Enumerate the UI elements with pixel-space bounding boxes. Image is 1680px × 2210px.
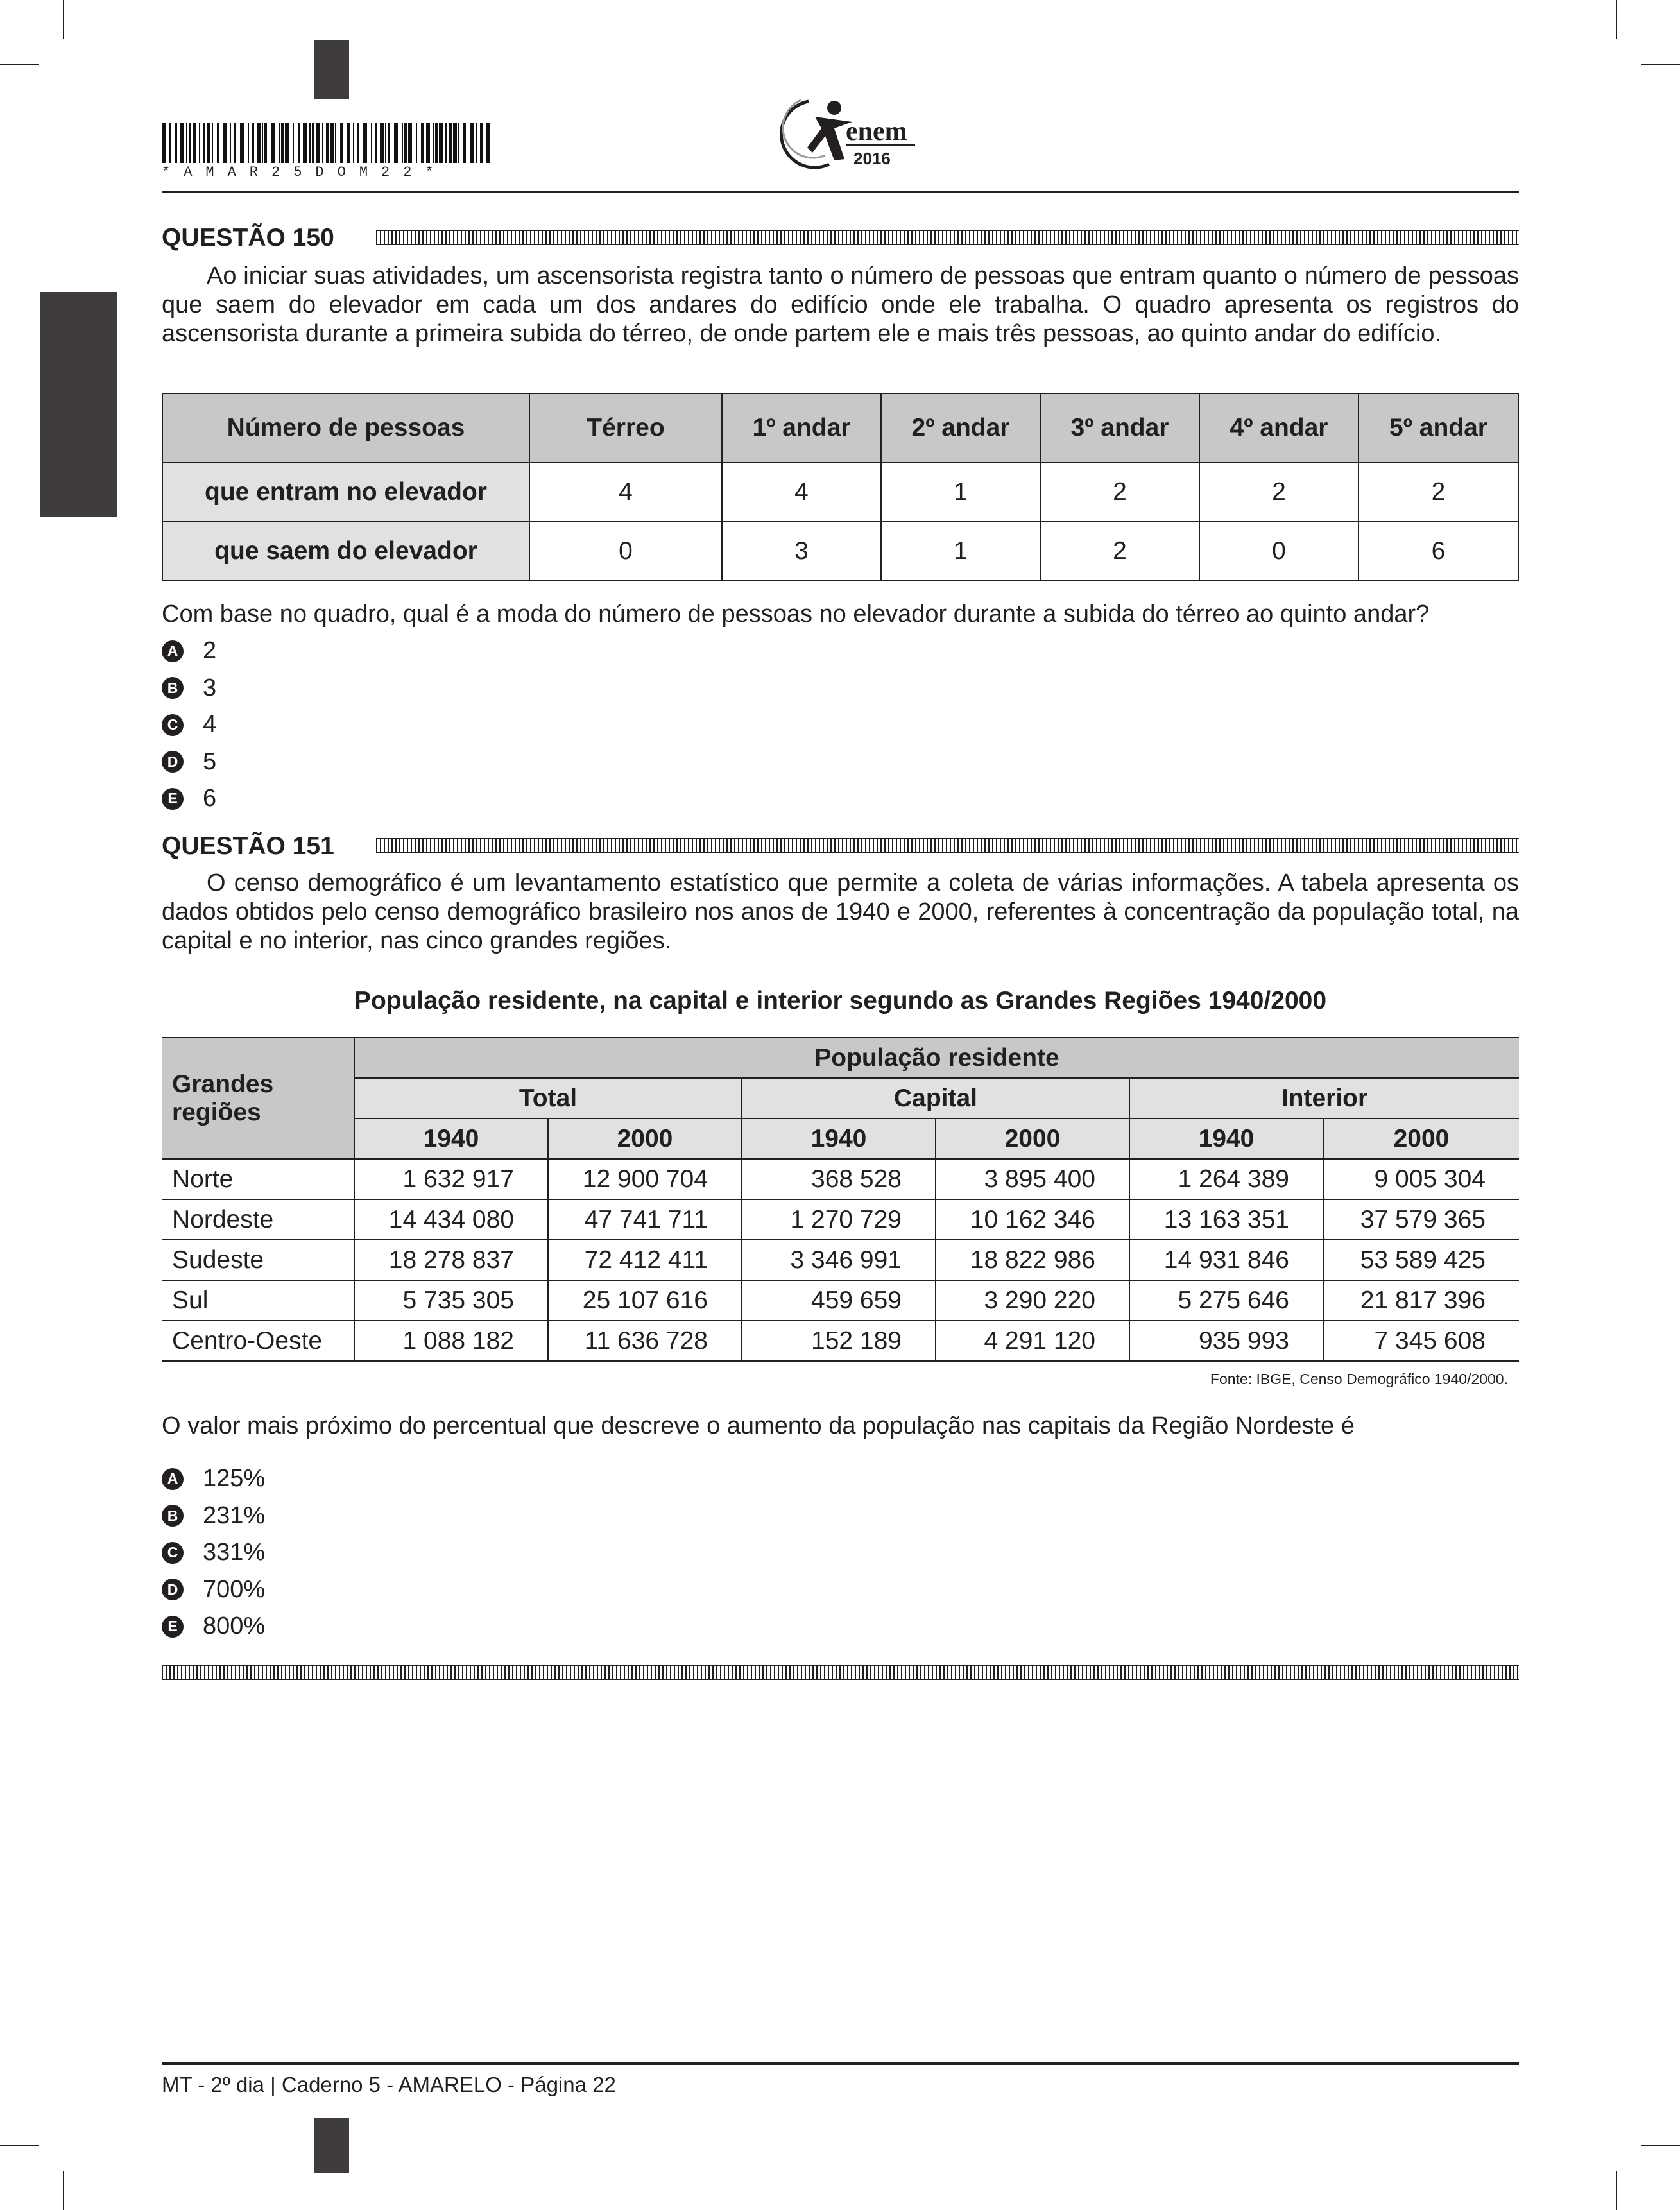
group-header: População residente [354, 1038, 1519, 1078]
barcode-bar [476, 123, 477, 163]
table-cell: 14 434 080 [354, 1199, 548, 1240]
table-cell: 3 [722, 522, 881, 581]
barcode-bar [470, 123, 474, 163]
barcode-bar [388, 123, 390, 163]
barcode-bar [240, 123, 244, 163]
barcode-bar [262, 123, 263, 163]
crop-mark [1641, 2145, 1680, 2146]
elevator-table [162, 393, 1519, 581]
barcode-bar [394, 123, 398, 163]
column-header: Térreo [529, 393, 722, 463]
option-letter-icon: C [162, 714, 184, 736]
question-prompt: O valor mais próximo do percentual que descreve o aumento da população nas capitais da Região Nordeste é [162, 1412, 1355, 1439]
question-statement: Ao iniciar suas atividades, um ascensorista registra tanto o número de pessoas que entram quanto o número de pessoas que saem do elevador em cada um dos andares do edifício onde ele trabalha. O quadro apresenta os registros do ascensorista durante a primeira subida do térreo, de onde partem ele e mais três pessoas, ao quinto andar do edifício. [162, 262, 1519, 347]
option-text: 800% [203, 1613, 266, 1640]
barcode-bar [326, 123, 329, 163]
population-table [162, 1037, 1519, 1362]
year-header: 1940 [1129, 1118, 1323, 1159]
option-a[interactable] [162, 1460, 265, 1498]
option-letter-icon: D [162, 751, 184, 773]
table-header-row [162, 1118, 1519, 1159]
crop-mark [0, 64, 39, 65]
option-b[interactable] [162, 1498, 265, 1535]
crop-mark [63, 0, 64, 39]
option-letter-icon: D [162, 1579, 184, 1600]
subgroup-header: Capital [742, 1078, 1129, 1118]
barcode-bar [402, 123, 403, 163]
table-cell: 10 162 346 [936, 1199, 1129, 1240]
barcode-bar [316, 123, 320, 163]
option-b[interactable] [162, 670, 216, 707]
table-cell: 12 900 704 [548, 1159, 742, 1199]
table-header-row [162, 1078, 1519, 1118]
year-header: 2000 [1323, 1118, 1519, 1159]
barcode-bar [322, 123, 323, 163]
table-cell: 6 [1359, 522, 1518, 581]
table-cell: 4 [722, 463, 881, 522]
barcode-bar [404, 123, 407, 163]
barcode-bar [480, 123, 483, 163]
table-cell: 9 005 304 [1323, 1159, 1519, 1199]
barcode-bar [486, 123, 490, 163]
barcode-bar [309, 123, 311, 163]
barcode-bar [252, 123, 254, 163]
table-cell: 368 528 [742, 1159, 936, 1199]
header-rule [162, 191, 1519, 193]
title-hatch-rule [376, 838, 1519, 853]
table-cell: 47 741 711 [548, 1199, 742, 1240]
table-cell: 1 632 917 [354, 1159, 548, 1199]
table-cell: 3 895 400 [936, 1159, 1129, 1199]
crop-mark [0, 2145, 39, 2146]
option-text: 5 [203, 748, 217, 775]
table-cell: 5 735 305 [354, 1280, 548, 1321]
barcode-bar [298, 123, 300, 163]
region-cell: Sudeste [162, 1240, 354, 1280]
region-cell: Centro-Oeste [162, 1321, 354, 1361]
barcode-bar [371, 123, 372, 163]
table-cell: 1 088 182 [354, 1321, 548, 1361]
table-cell: 1 270 729 [742, 1199, 936, 1240]
barcode [162, 123, 495, 163]
barcode-bar [234, 123, 236, 163]
barcode-text: *AMAR25DOM22* [162, 164, 447, 180]
table-header-row [162, 1038, 1519, 1078]
table-cell: 1 [881, 522, 1040, 581]
year-header: 2000 [936, 1118, 1129, 1159]
registration-block-top [314, 40, 349, 99]
option-letter-icon: E [162, 788, 184, 810]
barcode-bar [271, 123, 275, 163]
barcode-bar [264, 123, 267, 163]
barcode-bar [281, 123, 284, 163]
table-cell: 3 346 991 [742, 1240, 936, 1280]
option-letter-icon: A [162, 640, 184, 662]
barcode-bar [421, 123, 424, 163]
barcode-bar [230, 123, 231, 163]
region-cell: Norte [162, 1159, 354, 1199]
table-cell: 25 107 616 [548, 1280, 742, 1321]
barcode-bar [408, 123, 412, 163]
table-cell: 14 931 846 [1129, 1240, 1323, 1280]
table-cell: 13 163 351 [1129, 1199, 1323, 1240]
option-text: 125% [203, 1465, 266, 1492]
question-title: QUESTÃO 151 [162, 832, 334, 860]
table-cell: 1 [881, 463, 1040, 522]
table-cell: 1 264 389 [1129, 1159, 1323, 1199]
barcode-bar [303, 123, 307, 163]
option-letter-icon: B [162, 677, 184, 699]
barcode-bar [445, 123, 447, 163]
column-header: 4º andar [1199, 393, 1359, 463]
option-c[interactable] [162, 1534, 265, 1572]
page-footer: MT - 2º dia | Caderno 5 - AMARELO - Página 22 [162, 2073, 616, 2096]
table-cell: 2 [1040, 522, 1199, 581]
year-header: 1940 [354, 1118, 548, 1159]
table-cell: 0 [529, 522, 722, 581]
barcode-bar [330, 123, 334, 163]
option-e[interactable] [162, 780, 216, 818]
table-row [162, 522, 1518, 581]
barcode-bar [385, 123, 386, 163]
barcode-bar [203, 123, 205, 163]
barcode-bar [257, 123, 261, 163]
table-cell: 11 636 728 [548, 1321, 742, 1361]
table-cell: 935 993 [1129, 1321, 1323, 1361]
subgroup-header: Total [354, 1078, 742, 1118]
barcode-bar [375, 123, 377, 163]
option-text: 6 [203, 785, 217, 812]
barcode-bar [293, 123, 294, 163]
barcode-bar [363, 123, 367, 163]
barcode-bar [223, 123, 227, 163]
table-cell: 4 [529, 463, 722, 522]
question-title: QUESTÃO 150 [162, 224, 334, 252]
option-d[interactable] [162, 744, 216, 781]
table-cell: 18 822 986 [936, 1240, 1129, 1280]
barcode-bar [169, 123, 171, 163]
crop-mark [1641, 64, 1680, 65]
title-hatch-rule [376, 230, 1519, 245]
year-header: 1940 [742, 1118, 936, 1159]
barcode-bar [199, 123, 200, 163]
barcode-bar [186, 123, 187, 163]
barcode-bar [426, 123, 430, 163]
option-c[interactable] [162, 707, 216, 744]
table-cell: 152 189 [742, 1321, 936, 1361]
barcode-bar [463, 123, 466, 163]
region-cell: Sul [162, 1280, 354, 1321]
barcode-bar [347, 123, 350, 163]
table-cell: 21 817 396 [1323, 1280, 1519, 1321]
table-corner-cell: Número de pessoas [162, 393, 529, 463]
option-letter-icon: A [162, 1468, 184, 1490]
barcode-bar [357, 123, 359, 163]
option-text: 231% [203, 1502, 266, 1529]
column-header: 5º andar [1359, 393, 1518, 463]
barcode-bar [189, 123, 191, 163]
crop-mark [63, 2171, 64, 2210]
logo-year: 2016 [853, 149, 891, 168]
barcode-bar [453, 123, 457, 163]
region-cell: Nordeste [162, 1199, 354, 1240]
barcode-bar [175, 123, 177, 163]
barcode-bar [207, 123, 210, 163]
end-hatch-rule [162, 1665, 1519, 1680]
option-letter-icon: E [162, 1616, 184, 1638]
table-cell: 2 [1199, 463, 1359, 522]
footer-rule [162, 2062, 1519, 2065]
table-cell: 53 589 425 [1323, 1240, 1519, 1280]
crop-mark [1616, 2171, 1617, 2210]
table-cell: 2 [1040, 463, 1199, 522]
table-cell: 5 275 646 [1129, 1280, 1323, 1321]
option-letter-icon: B [162, 1505, 184, 1527]
table-row [162, 1280, 1519, 1321]
option-text: 700% [203, 1575, 266, 1603]
barcode-bar [458, 123, 459, 163]
barcode-bar [435, 123, 438, 163]
answer-options [162, 633, 216, 818]
logo-figure-head-icon [827, 101, 841, 115]
question-prompt: Com base no quadro, qual é a moda do número de pessoas no elevador durante a subida do térreo ao quinto andar? [162, 601, 1430, 628]
barcode-bar [312, 123, 314, 163]
registration-block-bottom [314, 2118, 349, 2173]
option-d[interactable] [162, 1572, 265, 1609]
table-row [162, 1199, 1519, 1240]
table-cell: 37 579 365 [1323, 1199, 1519, 1240]
option-letter-icon: C [162, 1542, 184, 1564]
table-cell: 0 [1199, 522, 1359, 581]
barcode-bar [279, 123, 280, 163]
table-cell: 72 412 411 [548, 1240, 742, 1280]
enem-logo [770, 89, 924, 173]
logo-word: enem [846, 117, 907, 146]
barcode-bar [433, 123, 434, 163]
table-cell: 459 659 [742, 1280, 936, 1321]
table-source: Fonte: IBGE, Censo Demográfico 1940/2000. [1210, 1371, 1508, 1387]
table-cell: 18 278 837 [354, 1240, 548, 1280]
row-header: que saem do elevador [162, 522, 529, 581]
barcode-bar [449, 123, 452, 163]
option-text: 4 [203, 711, 217, 738]
barcode-bar [353, 123, 354, 163]
barcode-bar [180, 123, 184, 163]
row-header: que entram no elevador [162, 463, 529, 522]
table-header-row [162, 393, 1518, 463]
table-cell: 7 345 608 [1323, 1321, 1519, 1361]
table-row [162, 463, 1518, 522]
barcode-bar [335, 123, 336, 163]
table-cell: 2 [1359, 463, 1518, 522]
barcode-bar [439, 123, 443, 163]
table-row [162, 1240, 1519, 1280]
subgroup-header: Interior [1129, 1078, 1519, 1118]
barcode-bar [212, 123, 213, 163]
barcode-bar [285, 123, 289, 163]
barcode-bar [217, 123, 219, 163]
column-header: 1º andar [722, 393, 881, 463]
barcode-bar [340, 123, 343, 163]
table-cell: 3 290 220 [936, 1280, 1129, 1321]
option-text: 3 [203, 674, 217, 701]
barcode-bar [248, 123, 249, 163]
crop-mark [1616, 0, 1617, 39]
column-header: 3º andar [1040, 393, 1199, 463]
barcode-bar [193, 123, 196, 163]
side-tab [40, 292, 117, 517]
barcode-bar [380, 123, 384, 163]
barcode-bar [162, 123, 166, 163]
option-text: 2 [203, 637, 217, 664]
option-e[interactable] [162, 1608, 265, 1645]
barcode-bar [416, 123, 417, 163]
year-header: 2000 [548, 1118, 742, 1159]
question-statement: O censo demográfico é um levantamento estatístico que permite a coleta de várias informações. A tabela apresenta os dados obtidos pelo censo demográfico brasileiro nos anos de 1940 e 2000, referentes à concentração da população total, na capital e no interior, nas cinco grandes regiões. [162, 869, 1519, 954]
option-a[interactable] [162, 633, 216, 670]
table-cell: 4 291 120 [936, 1321, 1129, 1361]
table-row [162, 1159, 1519, 1199]
column-header: 2º andar [881, 393, 1040, 463]
answer-options [162, 1460, 265, 1645]
table-caption: População residente, na capital e interior segundo as Grandes Regiões 1940/2000 [354, 987, 1327, 1015]
option-text: 331% [203, 1539, 266, 1566]
region-header: Grandes regiões [162, 1038, 354, 1159]
table-row [162, 1321, 1519, 1361]
